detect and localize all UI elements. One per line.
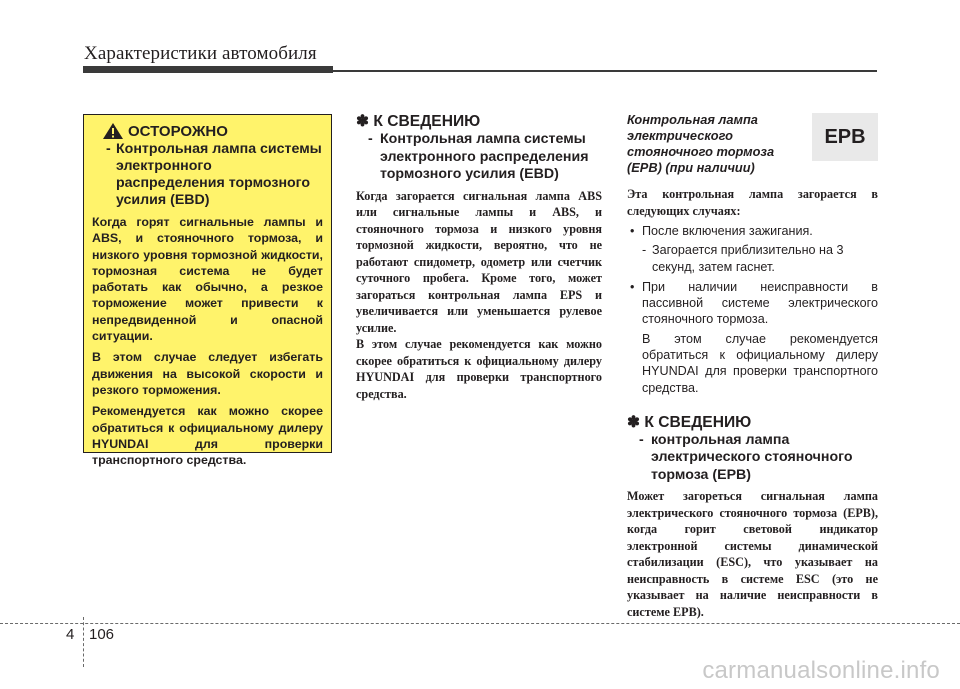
note-body: Когда загорается сигнальная лампа ABS или сигнальные лампы и ABS, и стояночного тормоза и низкого уровня тормозной жидкости, вероятно, что не работают спидометр, одометр или счетчик суточного пробега. Кроме того, может загораться контрольная лампа EPS и увеличивается или уменьшается рулевое усилие. В этом случае рекомендуется как можно скорее обратиться к официальному дилеру HYUNDAI для проверки транспортного средства.: [356, 188, 602, 401]
header-rule: [333, 70, 877, 72]
note-subtitle-dash: -: [368, 131, 373, 147]
section-number: 4: [66, 626, 75, 643]
epb-bullet-2-extra: В этом случае рекомендуется обратиться к официальному дилеру HYUNDAI для проверки транспортного средства.: [642, 331, 878, 395]
caution-box: [83, 114, 332, 468]
epb-section: [627, 112, 878, 620]
page-number: 106: [89, 626, 115, 643]
note-subtitle-dash: -: [639, 431, 644, 448]
note-epb-body: Может загореться сигнальная лампа электрического стояночного тормоза (EPB), когда горит световой индикатор электронной системы динамической стабилизации (ESC), что указывает на неисправность в системе ESC (это не указывает на наличие неисправности в системе EPB).: [627, 489, 878, 619]
note-symbol-icon: ✽: [356, 113, 370, 130]
bullet-icon: •: [630, 224, 635, 238]
epb-intro: Эта контрольная лампа загорается в следующих случаях:: [627, 187, 878, 218]
caution-paragraph: В этом случае следует избегать движения на высокой скорости и резкого торможения.: [92, 350, 323, 397]
caution-subtitle: [92, 141, 323, 209]
epb-dash: -: [642, 243, 647, 258]
footer-divider: [83, 617, 84, 667]
epb-indicator-badge: EPB: [812, 113, 878, 161]
caution-subtitle-dash: -: [106, 141, 111, 157]
note-epb-heading: ✽ К СВЕДЕНИЮ: [627, 413, 752, 431]
caution-title: ОСТОРОЖНО: [128, 122, 228, 140]
epb-bullet-1: • После включения зажигания.: [630, 224, 813, 238]
watermark: carmanualsonline.info: [702, 657, 940, 684]
caution-paragraph: Когда горят сигнальные лампы и ABS, и стояночного тормоза, и низкого уровня тормозной жидкости, тормозная система не будет работать как обычно, а резкое торможение может привести к непредвиденной и опасной ситуации.: [92, 215, 323, 344]
epb-title: Контрольная лампа электрического стояночного тормоза (EPB) (при наличии): [627, 112, 775, 175]
epb-bullet-2: • При наличии неисправности в пассивной системе электрического стояночного тормоза.: [630, 279, 878, 327]
caution-heading: [92, 122, 323, 140]
note-heading: ✽ К СВЕДЕНИЮ: [356, 113, 481, 130]
header-bar: [83, 66, 333, 73]
bullet-icon: •: [630, 279, 635, 294]
note-epb-subtitle: - контрольная лампа электрического стояночного тормоза (EPB): [639, 431, 853, 483]
note-ebd: [356, 113, 602, 402]
warning-triangle-icon: [102, 122, 124, 140]
footer-rule: [0, 623, 960, 624]
note-symbol-icon: ✽: [627, 413, 641, 431]
caution-paragraph: Рекомендуется как можно скорее обратиться к официальному дилеру HYUNDAI для проверки транспортного средства.: [92, 404, 323, 468]
note-subtitle: - Контрольная лампа системы электронного распределения тормозного усилия (EBD): [368, 131, 589, 182]
caution-subtitle-text: Контрольная лампа системы электронного распределения тормозного усилия (EBD): [116, 141, 322, 208]
page-header-title: Характеристики автомобиля: [84, 43, 317, 64]
epb-bullet-1-sub: - Загорается приблизительно на 3 секунд, затем гаснет.: [642, 243, 844, 274]
